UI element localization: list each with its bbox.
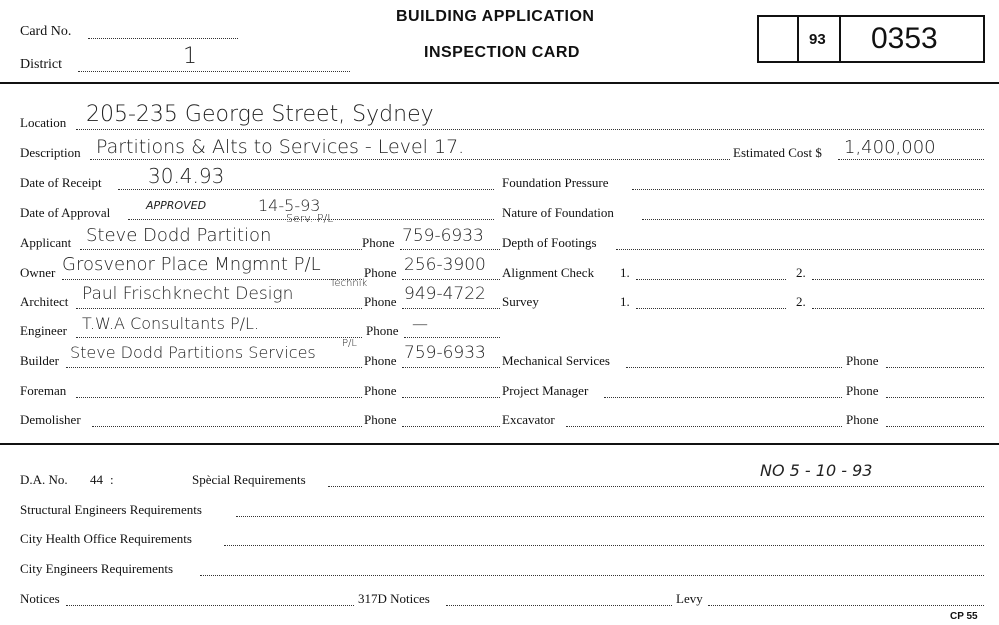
structural-req-label: Structural Engineers Requirements [20, 502, 202, 517]
applicant-phone: 759-6933 [402, 226, 484, 246]
description-label: Description [20, 145, 81, 160]
da-no-colon: : [110, 472, 114, 487]
demolisher-phone-label: Phone [364, 412, 397, 427]
alignment-check-label: Alignment Check [502, 265, 595, 280]
depth-footings-label: Depth of Footings [502, 235, 597, 250]
date-approval-status: APPROVED [146, 199, 207, 212]
foreman-phone-label: Phone [364, 383, 397, 398]
builder-phone: 759-6933 [404, 343, 486, 363]
date-approval-label: Date of Approval [20, 205, 111, 220]
card-number: 0353 [871, 22, 938, 55]
health-req-label: City Health Office Requirements [20, 531, 192, 546]
survey-num1: 1. [620, 294, 630, 309]
card-no-label: Card No. [20, 24, 72, 39]
notices-317d-label: 317D Notices [358, 591, 430, 606]
builder-value: Steve Dodd Partitions Services [70, 343, 316, 362]
da-no-label: D.A. No. [20, 472, 68, 487]
special-req-value: NO 5 - 10 - 93 [760, 461, 873, 480]
form-code: CP 55 [950, 611, 978, 622]
applicant-phone-label: Phone [362, 235, 395, 250]
survey-label: Survey [502, 294, 539, 309]
owner-value: Grosvenor Place Mngmnt P/L [62, 254, 321, 275]
engineer-label: Engineer [20, 323, 67, 338]
foundation-pressure-label: Foundation Pressure [502, 175, 609, 190]
location-value: 205-235 George Street, Sydney [86, 102, 434, 127]
architect-extra: Technik [330, 278, 368, 289]
date-approval-value: 14-5-93 [258, 196, 321, 215]
engineer-phone: — [412, 314, 428, 333]
section-divider [0, 443, 999, 445]
header-divider [0, 82, 999, 84]
project-manager-phone-label: Phone [846, 383, 879, 398]
card-no-line [88, 38, 238, 39]
builder-phone-label: Phone [364, 353, 397, 368]
district-value: 1 [183, 44, 197, 69]
notices-label: Notices [20, 591, 60, 606]
applicant-value: Steve Dodd Partition [86, 225, 272, 246]
project-manager-label: Project Manager [502, 383, 589, 398]
foreman-label: Foreman [20, 383, 67, 398]
builder-extra: P/L [342, 338, 357, 349]
applicant-extra: Serv. P/L [286, 212, 334, 225]
builder-label: Builder [20, 353, 59, 368]
owner-phone: 256-3900 [404, 255, 486, 275]
date-receipt-label: Date of Receipt [20, 175, 102, 190]
nature-foundation-label: Nature of Foundation [502, 205, 614, 220]
date-receipt-value: 30.4.93 [148, 164, 225, 188]
owner-phone-label: Phone [364, 265, 397, 280]
levy-label: Levy [676, 591, 703, 606]
engineer-phone-label: Phone [366, 323, 399, 338]
da-no-value: 44 [90, 472, 103, 487]
survey-num2: 2. [796, 294, 806, 309]
description-value: Partitions & Alts to Services - Level 17. [96, 136, 465, 158]
special-req-label: Spècial Requirements [192, 472, 306, 487]
excavator-phone-label: Phone [846, 412, 879, 427]
form-title-line1: BUILDING APPLICATION [396, 8, 595, 25]
engineer-value: T.W.A Consultants P/L. [82, 314, 260, 333]
architect-label: Architect [20, 294, 69, 309]
owner-label: Owner [20, 265, 56, 280]
mechanical-phone-label: Phone [846, 353, 879, 368]
architect-phone-label: Phone [364, 294, 397, 309]
estimated-cost-value: 1,400,000 [844, 137, 936, 158]
district-label: District [20, 57, 62, 72]
city-eng-req-label: City Engineers Requirements [20, 561, 174, 576]
alignment-num2: 2. [796, 265, 806, 280]
excavator-label: Excavator [502, 412, 555, 427]
alignment-num1: 1. [620, 265, 630, 280]
estimated-cost-label: Estimated Cost $ [733, 145, 822, 160]
architect-phone: 949-4722 [404, 284, 486, 304]
card-year: 93 [809, 31, 826, 48]
mechanical-label: Mechanical Services [502, 353, 610, 368]
applicant-label: Applicant [20, 235, 72, 250]
architect-value: Paul Frischknecht Design [82, 284, 294, 304]
form-title-line2: INSPECTION CARD [424, 44, 580, 61]
card-number-box [757, 15, 985, 63]
demolisher-label: Demolisher [20, 412, 81, 427]
location-label: Location [20, 115, 67, 130]
district-line [78, 71, 350, 72]
